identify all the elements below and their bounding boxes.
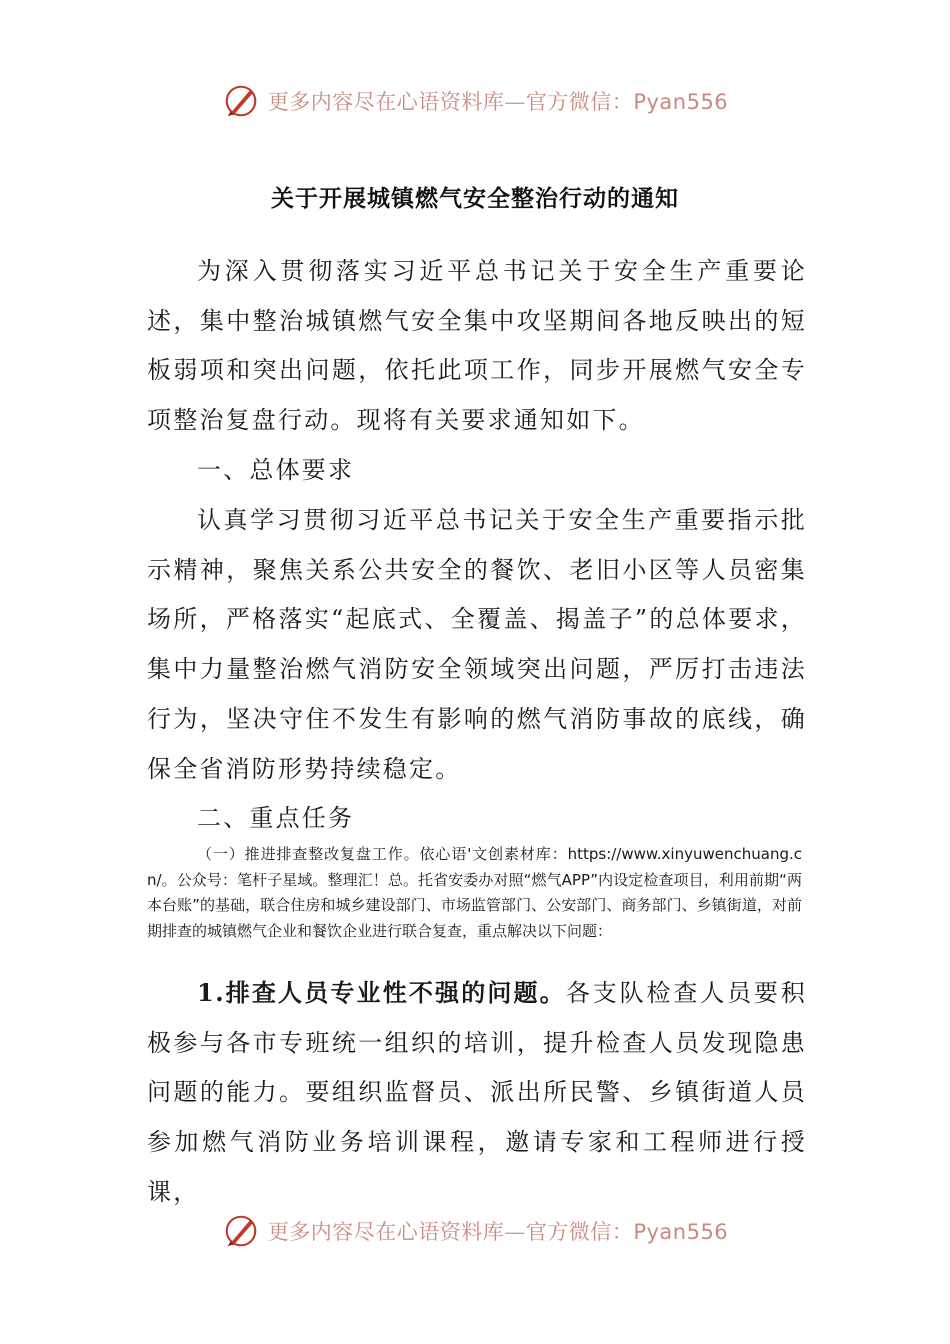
section1-body-text: 认真学习贯彻习近平总书记关于安全生产重要指示批示精神，聚焦关系公共安全的餐饮、老旧小区等人员密集场所，严格落实“起底式、全覆盖、揭盖子”的总体要求，集中力量整治燃气消防安全领域突出问题，严厉打击违法行为，坚决守住不发生有影响的燃气消防事故的底线，确保全省消防形势持续稳定。 [147, 506, 807, 783]
intro-paragraph [147, 247, 807, 446]
watermark-text [268, 86, 728, 116]
document-title: 关于开展城镇燃气安全整治行动的通知 [271, 185, 679, 212]
watermark-footer [0, 1212, 950, 1250]
section2-heading [147, 794, 807, 844]
watermark-header [0, 82, 950, 120]
watermark-text [268, 1216, 728, 1246]
section1-paragraph [147, 496, 807, 794]
watermark-separator: — [504, 1220, 526, 1244]
watermark-site-name: 更多内容尽在心语资料库 [267, 1220, 505, 1244]
watermark-wechat-label: 官方微信： [525, 90, 634, 114]
watermark-site-name: 更多内容尽在心语资料库 [267, 90, 505, 114]
subsection1-paragraph [147, 842, 802, 944]
quill-pen-logo-icon [222, 1212, 260, 1250]
item1-paragraph [147, 968, 807, 1218]
quill-pen-logo-icon [222, 82, 260, 120]
intro-text: 为深入贯彻落实习近平总书记关于安全生产重要论述，集中整治城镇燃气安全集中攻坚期间各地反映出的短板弱项和突出问题，依托此项工作，同步开展燃气安全专项整治复盘行动。现将有关要求通知如下。 [147, 257, 807, 435]
watermark-wechat-label: 官方微信： [525, 1220, 634, 1244]
item1-lead: 1.排查人员专业性不强的问题。 [197, 978, 566, 1007]
subsection1-text: （一）推进排查整改复盘工作。依心语'文创素材库：https://www.xinyuwenchuang.cn/。公众号：笔杆子星域。整理汇！总。托省安委办对照“燃气APP”内设定检查项目，利用前期“两本台账”的基础，联合住房和城乡建设部门、市场监管部门、公安部门、商务部门、乡镇街道，对前期排查的城镇燃气企业和餐饮企业进行联合复查，重点解决以下问题： [147, 845, 802, 940]
section1-heading [147, 446, 807, 496]
watermark-wechat-id: Pyan556 [633, 1220, 729, 1244]
watermark-separator: — [504, 90, 526, 114]
item1-body: 各支队检查人员要积极参与各市专班统一组织的培训，提升检查人员发现隐患问题的能力。要组织监督员、派出所民警、乡镇街道人员参加燃气消防业务培训课程，邀请专家和工程师进行授课， [147, 979, 807, 1206]
section1-heading-text: 一、总体要求 [197, 456, 355, 484]
watermark-wechat-id: Pyan556 [633, 90, 729, 114]
section2-heading-text: 二、重点任务 [197, 804, 355, 832]
